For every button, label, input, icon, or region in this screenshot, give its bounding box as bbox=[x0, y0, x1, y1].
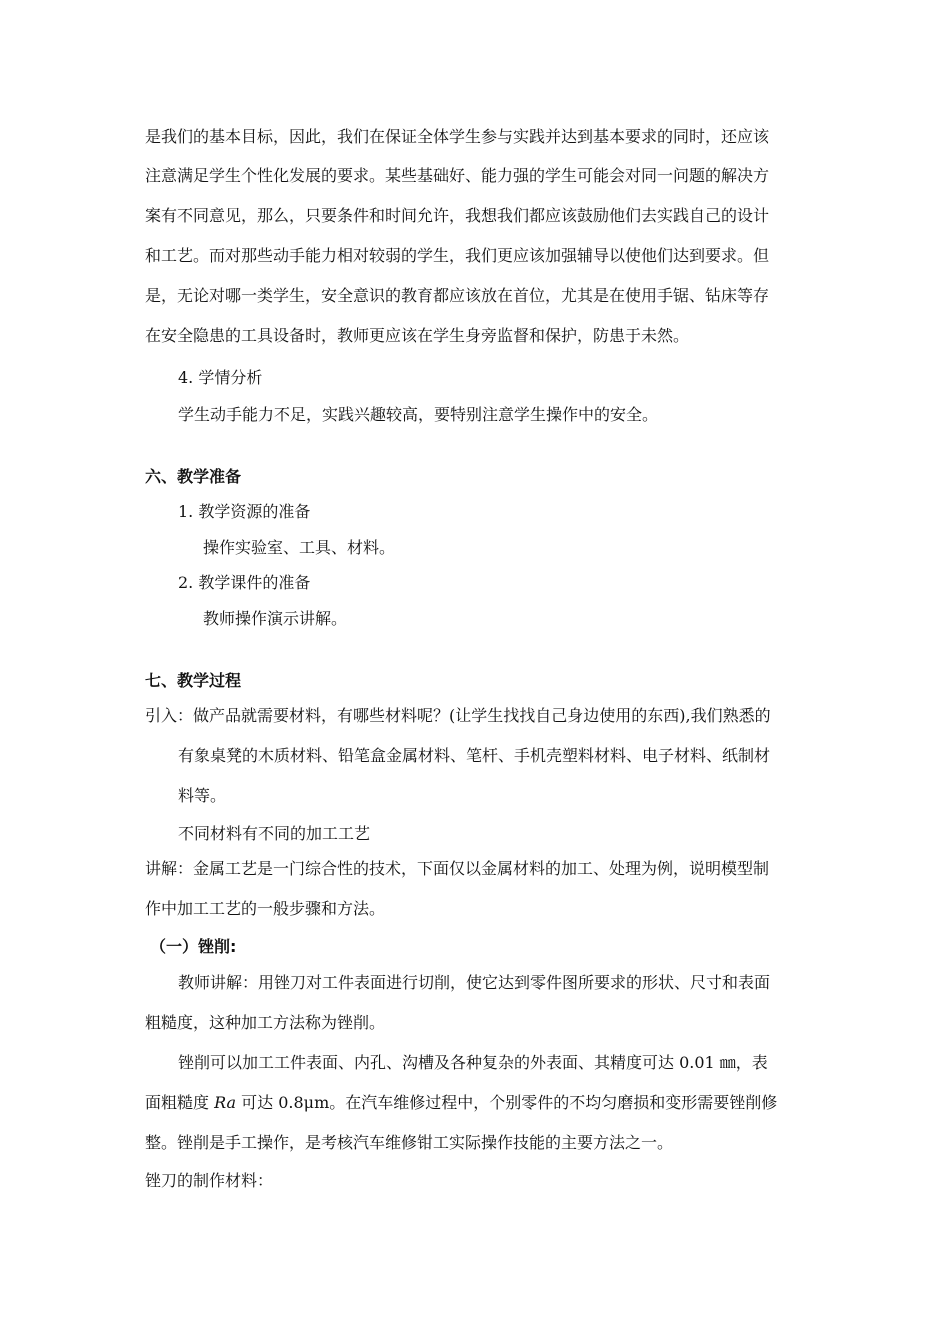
ra-symbol: Ra bbox=[214, 1093, 237, 1112]
teacher-line: 教师讲解：用锉刀对工件表面进行切削，使它达到零件图所要求的形状、尺寸和表面 bbox=[178, 973, 771, 992]
item-text: 学生动手能力不足，实践兴趣较高，要特别注意学生操作中的安全。 bbox=[178, 405, 659, 424]
paragraph-line: 是我们的基本目标，因此，我们在保证全体学生参与实践并达到基本要求的同时，还应该 bbox=[145, 127, 770, 146]
section-title: 七、教学过程 bbox=[145, 671, 242, 690]
item-text: 操作实验室、工具、材料。 bbox=[203, 538, 396, 557]
paragraph-line: 在安全隐患的工具设备时，教师更应该在学生身旁监督和保护，防患于未然。 bbox=[145, 326, 690, 345]
intro-line: 料等。 bbox=[178, 786, 227, 805]
teacher-line: 粗糙度，这种加工方法称为锉削。 bbox=[145, 1013, 386, 1032]
item-text: 教师操作演示讲解。 bbox=[203, 609, 348, 628]
paragraph-line: 和工艺。而对那些动手能力相对较弱的学生，我们更应该加强辅导以使他们达到要求。但 bbox=[145, 246, 770, 265]
item-heading: 1. 教学资源的准备 bbox=[178, 502, 311, 521]
item-heading: 4. 学情分析 bbox=[178, 368, 263, 387]
filing-line: 整。锉削是手工操作，是考核汽车维修钳工实际操作技能的主要方法之一。 bbox=[145, 1133, 674, 1152]
filing-line bbox=[145, 1093, 777, 1113]
file-material-heading: 锉刀的制作材料： bbox=[145, 1171, 274, 1190]
paragraph-line: 注意满足学生个性化发展的要求。某些基础好、能力强的学生可能会对同一问题的解决方 bbox=[145, 166, 770, 185]
item-heading: 2. 教学课件的准备 bbox=[178, 573, 311, 592]
lecture-line: 作中加工工艺的一般步骤和方法。 bbox=[145, 899, 386, 918]
process-note: 不同材料有不同的加工工艺 bbox=[178, 824, 371, 843]
filing-text: 面粗糙度 bbox=[145, 1093, 215, 1112]
subsection-title: （一）锉削: bbox=[150, 937, 237, 956]
intro-line: 引入：做产品就需要材料，有哪些材料呢？(让学生找找自己身边使用的东西),我们熟悉的 bbox=[145, 706, 771, 725]
lecture-line: 讲解：金属工艺是一门综合性的技术，下面仅以金属材料的加工、处理为例，说明模型制 bbox=[145, 859, 770, 878]
paragraph-line: 案有不同意见，那么，只要条件和时间允许，我想我们都应该鼓励他们去实践自己的设计 bbox=[145, 206, 770, 225]
section-title: 六、教学准备 bbox=[145, 467, 242, 486]
intro-line: 有象桌凳的木质材料、铅笔盒金属材料、笔杆、手机壳塑料材料、电子材料、纸制材 bbox=[178, 746, 771, 765]
paragraph-line: 是，无论对哪一类学生，安全意识的教育都应该放在首位，尤其是在使用手锯、钻床等存 bbox=[145, 286, 770, 305]
filing-text: 可达 0.8μm。在汽车维修过程中，个别零件的不均匀磨损和变形需要锉削修 bbox=[236, 1093, 778, 1112]
filing-line: 锉削可以加工工件表面、内孔、沟槽及各种复杂的外表面、其精度可达 0.01 ㎜，表 bbox=[178, 1053, 768, 1072]
